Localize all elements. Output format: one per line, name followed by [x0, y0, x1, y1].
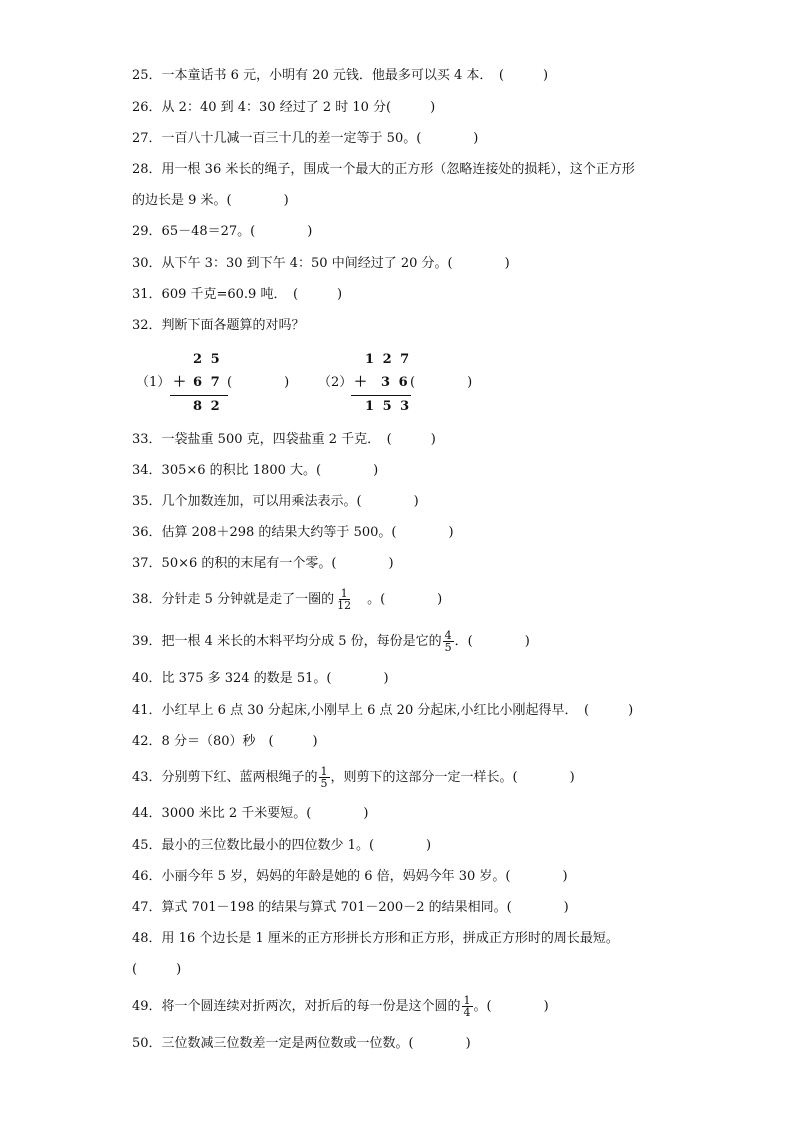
- question-43: [132, 766, 575, 789]
- question-27: 27．一百八十几减一百三十几的差一定等于 50。( ): [132, 131, 479, 146]
- question-50: 50．三位数减三位数差一定是两位数或一位数。( ): [132, 1036, 471, 1051]
- question-33: 33．一袋盐重 500 克，四袋盐重 2 千克． ( ): [132, 432, 436, 447]
- question-32: 32．判断下面各题算的对吗？: [132, 318, 305, 333]
- question-39-text-after: ．( ): [454, 634, 530, 649]
- calc-1-addend: 6 7: [193, 375, 222, 390]
- fraction-denominator: 4: [463, 1006, 471, 1019]
- calc-2-result: 1 5 3: [365, 399, 412, 414]
- question-26: 26．从 2：40 到 4：30 经过了 2 时 10 分( ): [132, 100, 436, 115]
- fraction-4-5: [443, 630, 454, 653]
- question-47: 47．算式 701－198 的结果与算式 701－200－2 的结果相同。( ): [132, 900, 569, 915]
- question-29: 29．65－48＝27。( ): [132, 224, 313, 239]
- fraction-1-12: [335, 588, 353, 611]
- question-25: 25．一本童话书 6 元，小明有 20 元钱．他最多可以买 4 本． ( ): [132, 68, 549, 83]
- question-36: 36．估算 208＋298 的结果大约等于 500。( ): [132, 525, 454, 540]
- question-45: 45．最小的三位数比最小的四位数少 1。( ): [132, 838, 432, 853]
- fraction-numerator: 1: [320, 765, 328, 778]
- calc-1-label: （1）: [136, 375, 171, 390]
- question-49-text-after: 。( ): [473, 999, 549, 1014]
- question-37: 37．50×6 的积的末尾有一个零。( ): [132, 556, 394, 571]
- question-48-line2: ( ): [132, 962, 182, 977]
- question-35: 35．几个加数连加，可以用乘法表示。( ): [132, 494, 419, 509]
- question-38: [132, 588, 442, 611]
- fraction-1-4: [462, 995, 473, 1018]
- calc-2-answer-paren[interactable]: ( ): [410, 375, 473, 390]
- question-46: 46．小丽今年 5 岁，妈妈的年龄是她的 6 倍，妈妈今年 30 岁。( ): [132, 869, 568, 884]
- question-43-text-before: 43．分别剪下红、蓝两根绳子的: [132, 770, 318, 785]
- question-28-line1: 28．用一根 36 米长的绳子，围成一个最大的正方形（忽略连接处的损耗），这个正方形: [132, 162, 635, 177]
- question-48-line1: 48．用 16 个边长是 1 厘米的正方形拼长方形和正方形，拼成正方形时的周长最短。: [132, 931, 619, 946]
- fraction-denominator: 5: [444, 641, 452, 654]
- question-44: 44．3000 米比 2 千米要短。( ): [132, 806, 369, 821]
- calc-2-addend: 3 6: [381, 375, 410, 390]
- fraction-numerator: 4: [444, 629, 452, 642]
- question-31: 31．609 千克=60.9 吨． ( ): [132, 287, 343, 302]
- question-38-text-after: 。( ): [354, 592, 443, 607]
- question-43-text-after: ，则剪下的这部分一定一样长。( ): [330, 770, 575, 785]
- question-39-text-before: 39．把一根 4 米长的木料平均分成 5 份，每份是它的: [132, 634, 442, 649]
- calc-2-operator: ＋: [354, 375, 368, 390]
- fraction-denominator: 12: [337, 599, 352, 612]
- calc-2-label: （2）: [318, 375, 353, 390]
- question-38-text-before: 38．分针走 5 分钟就是走了一圈的: [132, 592, 335, 607]
- question-42: 42．8 分＝（80）秒 ( ): [132, 734, 318, 749]
- calc-1-top: 2 5: [193, 352, 222, 367]
- calc-2-line: [351, 395, 411, 396]
- fraction-denominator: 5: [320, 777, 328, 790]
- question-39: [132, 630, 530, 653]
- fraction-1-5: [319, 766, 330, 789]
- question-40: 40．比 375 多 324 的数是 51。( ): [132, 671, 389, 686]
- question-28-line2: 的边长是 9 米。( ): [132, 193, 289, 208]
- fraction-numerator: 1: [340, 587, 348, 600]
- calc-1-answer-paren[interactable]: ( ): [227, 375, 290, 390]
- question-49-text-before: 49．将一个圆连续对折两次，对折后的每一份是这个圆的: [132, 999, 461, 1014]
- calc-1-result: 8 2: [193, 399, 222, 414]
- question-30: 30．从下午 3：30 到下午 4：50 中间经过了 20 分。( ): [132, 256, 510, 271]
- calc-2-top: 1 2 7: [365, 352, 412, 367]
- question-49: [132, 995, 549, 1018]
- calc-1-line: [170, 395, 228, 396]
- question-34: 34．305×6 的积比 1800 大。( ): [132, 463, 379, 478]
- question-41: 41．小红早上 6 点 30 分起床,小刚早上 6 点 20 分起床,小红比小刚起得早． ( ): [132, 703, 634, 718]
- calc-1-operator: ＋: [173, 375, 187, 390]
- fraction-numerator: 1: [463, 994, 471, 1007]
